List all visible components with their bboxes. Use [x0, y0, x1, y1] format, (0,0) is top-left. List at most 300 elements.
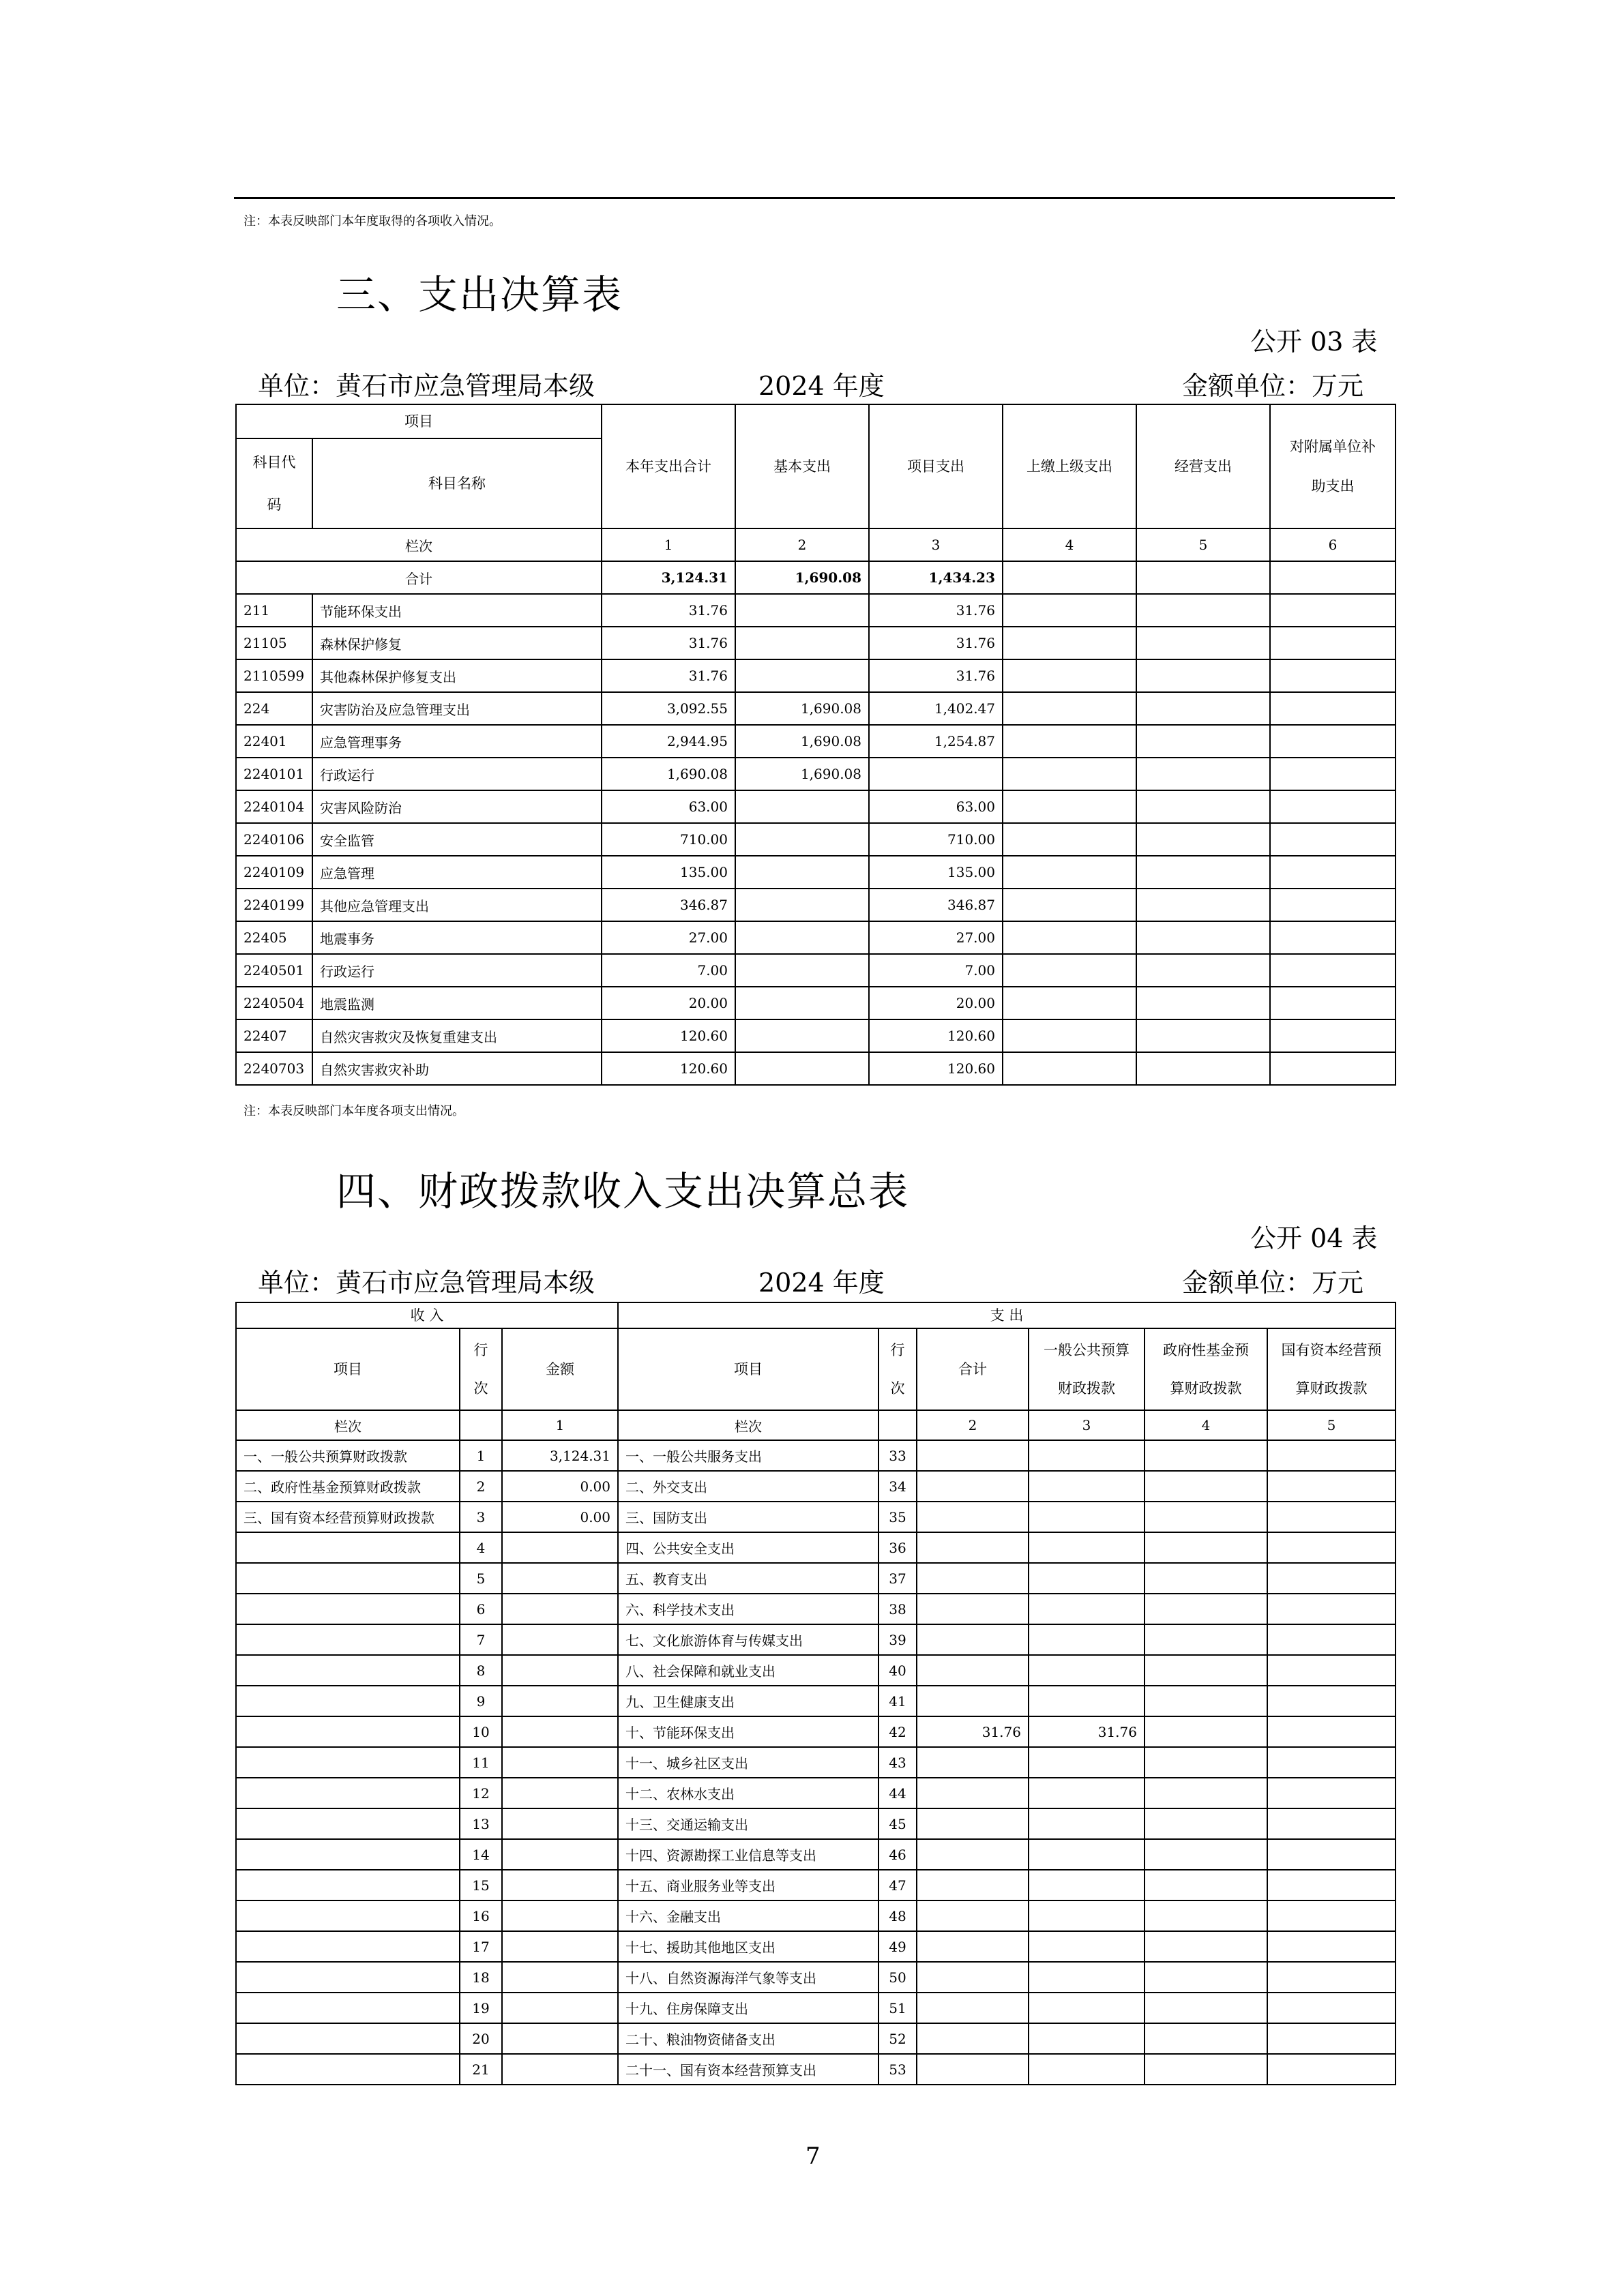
expense-total — [917, 1993, 1029, 2023]
income-amount: 0.00 — [502, 1471, 618, 1502]
expense-item: 三、国防支出 — [618, 1502, 879, 1532]
table-row — [236, 1563, 1396, 1594]
expense-general — [1029, 1962, 1145, 1993]
section3-year: 2024 年度 — [758, 371, 885, 401]
subject-name: 灾害风险防治 — [312, 790, 602, 823]
table-row — [236, 1716, 1396, 1747]
expense-item: 五、教育支出 — [618, 1563, 879, 1594]
amount-cell — [1136, 823, 1270, 856]
income-row-no: 13 — [460, 1808, 502, 1839]
expense-row-no: 48 — [879, 1900, 917, 1931]
expense-total — [917, 1931, 1029, 1962]
amount-cell — [1136, 1019, 1270, 1052]
expense-fund — [1145, 1839, 1267, 1870]
total-value: 1,434.23 — [869, 561, 1003, 594]
expense-fund — [1145, 1471, 1267, 1502]
amount-cell: 1,690.08 — [602, 758, 735, 790]
amount-cell: 3,092.55 — [602, 692, 735, 725]
expense-general — [1029, 1778, 1145, 1808]
income-item — [236, 1655, 460, 1686]
amount-cell: 7.00 — [869, 954, 1003, 987]
expense-state — [1267, 1471, 1396, 1502]
expense-fund — [1145, 1502, 1267, 1532]
table-row — [236, 627, 1396, 659]
total-value — [1003, 561, 1136, 594]
col-number: 5 — [1267, 1410, 1396, 1440]
amount-cell — [1003, 987, 1136, 1019]
expense-state — [1267, 1839, 1396, 1870]
expense-general — [1029, 1900, 1145, 1931]
expense-general — [1029, 1502, 1145, 1532]
subject-name: 自然灾害救灾补助 — [312, 1052, 602, 1085]
header-expense-item: 项目 — [618, 1328, 879, 1410]
amount-cell — [1003, 692, 1136, 725]
amount-cell: 27.00 — [602, 921, 735, 954]
header-col-remit: 上缴上级支出 — [1003, 404, 1136, 528]
income-item — [236, 1563, 460, 1594]
section4-year: 2024 年度 — [758, 1268, 885, 1298]
income-amount: 0.00 — [502, 1502, 618, 1532]
income-item — [236, 1686, 460, 1716]
amount-cell — [1270, 921, 1396, 954]
col-number-row — [236, 1410, 1396, 1440]
expense-general — [1029, 1993, 1145, 2023]
expense-row-no: 51 — [879, 1993, 917, 2023]
subject-name: 安全监管 — [312, 823, 602, 856]
amount-cell — [1136, 725, 1270, 758]
expense-total — [917, 1471, 1029, 1502]
amount-cell — [1003, 758, 1136, 790]
income-amount — [502, 1808, 618, 1839]
expense-general — [1029, 1655, 1145, 1686]
income-row-no: 8 — [460, 1655, 502, 1686]
income-amount — [502, 1624, 618, 1655]
expense-fund — [1145, 1747, 1267, 1778]
amount-cell — [1270, 758, 1396, 790]
subject-name: 森林保护修复 — [312, 627, 602, 659]
subject-code: 2240703 — [236, 1052, 312, 1085]
col-number-row — [236, 528, 1396, 561]
subject-code: 2240501 — [236, 954, 312, 987]
expense-state — [1267, 1747, 1396, 1778]
expense-total — [917, 1502, 1029, 1532]
expense-fund — [1145, 1778, 1267, 1808]
subject-code: 21105 — [236, 627, 312, 659]
income-row-no: 19 — [460, 1993, 502, 2023]
income-row-no: 2 — [460, 1471, 502, 1502]
header-income: 收 入 — [236, 1302, 618, 1328]
table-row — [236, 1624, 1396, 1655]
amount-cell — [735, 659, 869, 692]
expense-row-no: 42 — [879, 1716, 917, 1747]
expense-total — [917, 1440, 1029, 1471]
amount-cell — [1270, 954, 1396, 987]
header-code: 科目代码 — [236, 438, 312, 528]
table-row — [236, 1052, 1396, 1085]
amount-cell: 20.00 — [602, 987, 735, 1019]
header-fund: 政府性基金预算财政拨款 — [1145, 1328, 1267, 1410]
header-expense: 支 出 — [618, 1302, 1396, 1328]
expense-total — [917, 1532, 1029, 1563]
total-value — [1136, 561, 1270, 594]
expense-total — [917, 1808, 1029, 1839]
income-item — [236, 1747, 460, 1778]
expense-row-no: 44 — [879, 1778, 917, 1808]
header-expense-row: 行次 — [879, 1328, 917, 1410]
income-amount — [502, 1594, 618, 1624]
expense-fund — [1145, 1716, 1267, 1747]
expense-fund — [1145, 1563, 1267, 1594]
income-amount — [502, 1716, 618, 1747]
subject-code: 22405 — [236, 921, 312, 954]
income-item — [236, 1870, 460, 1900]
amount-cell — [1003, 921, 1136, 954]
income-item — [236, 1993, 460, 2023]
expense-general — [1029, 1839, 1145, 1870]
amount-cell — [1270, 823, 1396, 856]
table-row — [236, 1870, 1396, 1900]
expense-state — [1267, 1440, 1396, 1471]
expense-state — [1267, 1870, 1396, 1900]
income-row-no: 4 — [460, 1532, 502, 1563]
expense-state — [1267, 1931, 1396, 1962]
expense-row-no: 49 — [879, 1931, 917, 1962]
col-number: 3 — [869, 528, 1003, 561]
expense-row-no: 43 — [879, 1747, 917, 1778]
expense-fund — [1145, 1624, 1267, 1655]
income-item: 一、一般公共预算财政拨款 — [236, 1440, 460, 1471]
amount-cell — [1003, 1019, 1136, 1052]
expense-row-no: 35 — [879, 1502, 917, 1532]
col-number: 3 — [1029, 1410, 1145, 1440]
amount-cell: 2,944.95 — [602, 725, 735, 758]
subject-name: 应急管理事务 — [312, 725, 602, 758]
col-number: 2 — [735, 528, 869, 561]
col-number: 1 — [602, 528, 735, 561]
section4-table-code: 公开 04 表 — [1250, 1223, 1378, 1253]
total-row — [236, 561, 1396, 594]
section3-note: 注：本表反映部门本年度各项支出情况。 — [243, 1104, 464, 1118]
income-row-no: 9 — [460, 1686, 502, 1716]
expense-item: 四、公共安全支出 — [618, 1532, 879, 1563]
expense-item: 十五、商业服务业等支出 — [618, 1870, 879, 1900]
expense-fund — [1145, 1870, 1267, 1900]
amount-cell: 1,402.47 — [869, 692, 1003, 725]
table-row — [236, 1019, 1396, 1052]
income-amount: 3,124.31 — [502, 1440, 618, 1471]
income-amount — [502, 1993, 618, 2023]
income-row-no: 1 — [460, 1440, 502, 1471]
income-item — [236, 1716, 460, 1747]
subject-code: 2240101 — [236, 758, 312, 790]
expense-fund — [1145, 1440, 1267, 1471]
table-row — [236, 1440, 1396, 1471]
expense-state — [1267, 1900, 1396, 1931]
top-note: 注：本表反映部门本年度取得的各项收入情况。 — [243, 214, 501, 228]
amount-cell — [1136, 627, 1270, 659]
income-amount — [502, 1870, 618, 1900]
expense-total: 31.76 — [917, 1716, 1029, 1747]
header-income-amount: 金额 — [502, 1328, 618, 1410]
expense-state — [1267, 1962, 1396, 1993]
amount-cell — [735, 987, 869, 1019]
subject-code: 2240109 — [236, 856, 312, 889]
amount-cell — [1270, 987, 1396, 1019]
expense-item: 六、科学技术支出 — [618, 1594, 879, 1624]
table-row — [236, 1778, 1396, 1808]
expense-state — [1267, 1563, 1396, 1594]
amount-cell — [1270, 856, 1396, 889]
expense-total — [917, 1686, 1029, 1716]
table-row — [236, 987, 1396, 1019]
expense-row-no: 45 — [879, 1808, 917, 1839]
table-row — [236, 889, 1396, 921]
amount-cell — [1270, 790, 1396, 823]
amount-cell: 31.76 — [869, 594, 1003, 627]
expense-total — [917, 2023, 1029, 2054]
expense-row-no: 38 — [879, 1594, 917, 1624]
subject-name: 自然灾害救灾及恢复重建支出 — [312, 1019, 602, 1052]
expense-general — [1029, 1686, 1145, 1716]
expense-row-no: 34 — [879, 1471, 917, 1502]
income-amount — [502, 1655, 618, 1686]
col-label: 栏次 — [236, 528, 602, 561]
income-row-no: 18 — [460, 1962, 502, 1993]
income-item — [236, 1808, 460, 1839]
amount-cell: 120.60 — [602, 1052, 735, 1085]
amount-cell — [735, 889, 869, 921]
col-number: 4 — [1003, 528, 1136, 561]
expense-row-no: 46 — [879, 1839, 917, 1870]
table-row — [236, 1594, 1396, 1624]
header-general: 一般公共预算财政拨款 — [1029, 1328, 1145, 1410]
total-label: 合计 — [236, 561, 602, 594]
amount-cell — [735, 856, 869, 889]
subject-name: 节能环保支出 — [312, 594, 602, 627]
income-item — [236, 1594, 460, 1624]
amount-cell: 31.76 — [869, 659, 1003, 692]
expense-fund — [1145, 2023, 1267, 2054]
income-amount — [502, 1839, 618, 1870]
expense-fund — [1145, 1900, 1267, 1931]
expense-state — [1267, 2023, 1396, 2054]
amount-cell: 20.00 — [869, 987, 1003, 1019]
income-row-no: 14 — [460, 1839, 502, 1870]
income-row-no: 16 — [460, 1900, 502, 1931]
amount-cell — [1003, 659, 1136, 692]
expense-state — [1267, 1594, 1396, 1624]
subject-code: 22401 — [236, 725, 312, 758]
table-row — [236, 1532, 1396, 1563]
expense-total — [917, 1962, 1029, 1993]
income-item — [236, 1624, 460, 1655]
expense-total — [917, 1594, 1029, 1624]
subject-name: 灾害防治及应急管理支出 — [312, 692, 602, 725]
income-row-no: 10 — [460, 1716, 502, 1747]
expense-item: 二、外交支出 — [618, 1471, 879, 1502]
expense-total — [917, 1747, 1029, 1778]
table-row — [236, 1655, 1396, 1686]
expense-general — [1029, 1870, 1145, 1900]
amount-cell — [1003, 627, 1136, 659]
header-expense-total: 合计 — [917, 1328, 1029, 1410]
expense-row-no: 47 — [879, 1870, 917, 1900]
header-state: 国有资本经营预算财政拨款 — [1267, 1328, 1396, 1410]
expense-item: 十九、住房保障支出 — [618, 1993, 879, 2023]
amount-cell: 31.76 — [602, 659, 735, 692]
amount-cell — [735, 954, 869, 987]
income-amount — [502, 1686, 618, 1716]
expense-item: 十四、资源勘探工业信息等支出 — [618, 1839, 879, 1870]
header-name: 科目名称 — [312, 438, 602, 528]
amount-cell: 63.00 — [602, 790, 735, 823]
income-row-no: 20 — [460, 2023, 502, 2054]
table-row — [236, 758, 1396, 790]
expense-total — [917, 1839, 1029, 1870]
appropriation-summary-table — [235, 1302, 1396, 2085]
income-item — [236, 1532, 460, 1563]
amount-cell — [1270, 627, 1396, 659]
expense-row-no: 53 — [879, 2054, 917, 2085]
page-number: 7 — [806, 2143, 821, 2170]
header-col-project: 项目支出 — [869, 404, 1003, 528]
amount-cell — [735, 1052, 869, 1085]
income-amount — [502, 1962, 618, 1993]
expense-state — [1267, 1686, 1396, 1716]
expense-general — [1029, 1931, 1145, 1962]
amount-cell — [735, 790, 869, 823]
income-row-no: 5 — [460, 1563, 502, 1594]
table-row — [236, 1900, 1396, 1931]
amount-cell — [1003, 954, 1136, 987]
amount-cell — [735, 1019, 869, 1052]
amount-cell: 120.60 — [869, 1019, 1003, 1052]
amount-cell: 27.00 — [869, 921, 1003, 954]
expense-fund — [1145, 1686, 1267, 1716]
expense-col-label: 栏次 — [618, 1410, 879, 1440]
amount-cell — [735, 594, 869, 627]
subject-name: 其他森林保护修复支出 — [312, 659, 602, 692]
subject-code: 2240504 — [236, 987, 312, 1019]
amount-cell — [1270, 594, 1396, 627]
table-row — [236, 725, 1396, 758]
amount-cell: 120.60 — [869, 1052, 1003, 1085]
expenditure-table — [235, 404, 1396, 1086]
amount-cell — [1136, 659, 1270, 692]
amount-cell — [1003, 1052, 1136, 1085]
empty-cell — [879, 1410, 917, 1440]
subject-name: 地震事务 — [312, 921, 602, 954]
header-income-item: 项目 — [236, 1328, 460, 1410]
section3-table-code: 公开 03 表 — [1250, 327, 1378, 357]
income-row-no: 17 — [460, 1931, 502, 1962]
subject-name: 应急管理 — [312, 856, 602, 889]
expense-general — [1029, 2023, 1145, 2054]
table-row — [236, 659, 1396, 692]
amount-cell: 135.00 — [602, 856, 735, 889]
expense-item: 十、节能环保支出 — [618, 1716, 879, 1747]
header-col-total: 本年支出合计 — [602, 404, 735, 528]
section4-unit: 单位：黄石市应急管理局本级 — [258, 1268, 595, 1298]
expense-general — [1029, 1440, 1145, 1471]
income-row-no: 21 — [460, 2054, 502, 2085]
amount-cell — [1003, 594, 1136, 627]
section3-unit: 单位：黄石市应急管理局本级 — [258, 371, 595, 401]
amount-cell: 346.87 — [869, 889, 1003, 921]
table-row — [236, 2023, 1396, 2054]
expense-item: 十三、交通运输支出 — [618, 1808, 879, 1839]
col-number: 6 — [1270, 528, 1396, 561]
income-col-label: 栏次 — [236, 1410, 460, 1440]
amount-cell — [1003, 889, 1136, 921]
income-amount — [502, 1900, 618, 1931]
amount-cell — [1270, 1052, 1396, 1085]
expense-total — [917, 1624, 1029, 1655]
expense-item: 十一、城乡社区支出 — [618, 1747, 879, 1778]
income-amount — [502, 1563, 618, 1594]
amount-cell: 120.60 — [602, 1019, 735, 1052]
amount-cell — [1136, 692, 1270, 725]
expense-total — [917, 1655, 1029, 1686]
expense-fund — [1145, 1532, 1267, 1563]
amount-cell — [1136, 594, 1270, 627]
expense-item: 十二、农林水支出 — [618, 1778, 879, 1808]
amount-cell: 1,690.08 — [735, 758, 869, 790]
amount-cell — [1270, 889, 1396, 921]
income-amount — [502, 2054, 618, 2085]
subject-name: 行政运行 — [312, 954, 602, 987]
expense-total — [917, 1563, 1029, 1594]
expense-item: 二十一、国有资本经营预算支出 — [618, 2054, 879, 2085]
table-row — [236, 692, 1396, 725]
income-amount — [502, 1778, 618, 1808]
income-item — [236, 1900, 460, 1931]
amount-cell — [1136, 856, 1270, 889]
amount-cell — [1270, 659, 1396, 692]
expense-item: 八、社会保障和就业支出 — [618, 1655, 879, 1686]
subject-code: 224 — [236, 692, 312, 725]
expense-general — [1029, 1594, 1145, 1624]
expense-fund — [1145, 1594, 1267, 1624]
income-item — [236, 1778, 460, 1808]
amount-cell: 1,690.08 — [735, 692, 869, 725]
table-row — [236, 921, 1396, 954]
header-project: 项目 — [236, 404, 602, 438]
amount-cell: 1,254.87 — [869, 725, 1003, 758]
subject-code: 22407 — [236, 1019, 312, 1052]
income-amount — [502, 1747, 618, 1778]
col-number: 1 — [502, 1410, 618, 1440]
income-item — [236, 1931, 460, 1962]
header-col-operating: 经营支出 — [1136, 404, 1270, 528]
expense-row-no: 50 — [879, 1962, 917, 1993]
expense-general — [1029, 1532, 1145, 1563]
amount-cell: 346.87 — [602, 889, 735, 921]
table-row — [236, 1686, 1396, 1716]
amount-cell — [1270, 1019, 1396, 1052]
amount-cell: 63.00 — [869, 790, 1003, 823]
subject-code: 2110599 — [236, 659, 312, 692]
amount-cell — [1136, 954, 1270, 987]
amount-cell — [1136, 889, 1270, 921]
expense-row-no: 40 — [879, 1655, 917, 1686]
expense-item: 十六、金融支出 — [618, 1900, 879, 1931]
table-row — [236, 1808, 1396, 1839]
amount-cell — [1136, 790, 1270, 823]
expense-general — [1029, 1624, 1145, 1655]
header-income-row: 行次 — [460, 1328, 502, 1410]
expense-row-no: 37 — [879, 1563, 917, 1594]
